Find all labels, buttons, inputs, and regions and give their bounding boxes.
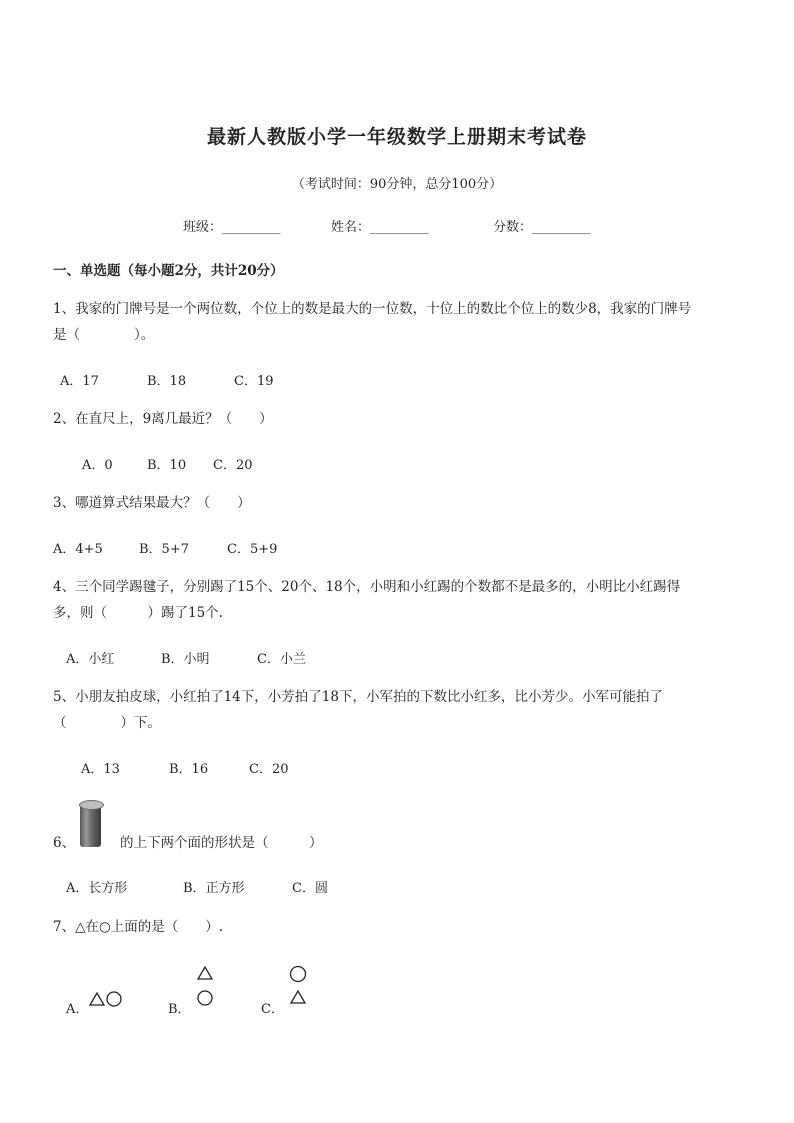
question-5-text: 5、小朋友拍皮球，小红拍了14下，小芳拍了18下，小军拍的下数比小红多，比小芳少。小军可能拍了	[53, 689, 663, 705]
page-title: 最新人教版小学一年级数学上册期末考试卷	[206, 126, 587, 148]
cylinder-cup-top	[79, 800, 104, 810]
q4-option-c: C．小兰	[257, 652, 306, 667]
question-6-number: 6、	[53, 835, 76, 851]
q2-option-b: B．10	[147, 458, 187, 473]
exam-subtitle: （考试时间：90分钟，总分100分）	[291, 177, 503, 192]
triangle-icon	[90, 993, 104, 1005]
question-7-text: 7、△在○上面的是（ ）.	[53, 919, 224, 935]
question-4-text-cont: 多，则（ ）踢了15个.	[53, 605, 223, 621]
q3-option-c: C．5+9	[227, 542, 278, 557]
question-1-text: 1、我家的门牌号是一个两位数，个位上的数是最大的一位数，十位上的数比个位上的数少8，我家的门牌号	[53, 301, 692, 317]
q6-option-a: A．长方形	[66, 881, 128, 896]
q5-option-a: A．13	[81, 762, 120, 777]
score-field: 分数：_________	[493, 220, 591, 235]
q3-option-a: A．4+5	[53, 542, 103, 557]
q1-option-c: C．19	[234, 374, 274, 389]
circle-icon	[107, 992, 121, 1006]
question-2-text: 2、在直尺上，9离几最近？（ ）	[53, 411, 273, 427]
q1-option-a: A．17	[60, 374, 99, 389]
name-field: 姓名：_________	[331, 220, 429, 235]
question-6-text: 的上下两个面的形状是（ ）	[120, 835, 323, 851]
q4-option-a: A．小红	[66, 652, 115, 667]
q7-option-a-figure	[89, 990, 123, 1008]
question-5-text-cont: （ ）下。	[53, 715, 161, 731]
q7-option-c-figure	[288, 965, 308, 1007]
circle-icon	[198, 991, 212, 1005]
q1-option-b: B．18	[147, 374, 187, 389]
section-title: 一、单选题（每小题2分，共计20分）	[53, 263, 284, 279]
triangle-icon	[291, 991, 305, 1003]
q7-option-c: C．	[261, 1002, 284, 1017]
question-1-text-cont: 是（ ）。	[53, 327, 155, 343]
question-3-text: 3、哪道算式结果最大？（ ）	[53, 495, 251, 511]
q3-option-b: B．5+7	[139, 542, 189, 557]
q4-option-b: B．小明	[161, 652, 210, 667]
q5-option-b: B．16	[169, 762, 209, 777]
q2-option-a: A．0	[82, 458, 113, 473]
triangle-icon	[198, 967, 212, 979]
q7-option-a: A．	[66, 1002, 89, 1017]
question-4-text: 4、三个同学踢毽子，分别踢了15个、20个、18个，小明和小红踢的个数都不是最多的，小明比小红踢得	[53, 579, 681, 595]
class-field: 班级：_________	[183, 220, 281, 235]
q5-option-c: C．20	[249, 762, 289, 777]
q2-option-c: C．20	[213, 458, 253, 473]
q6-option-b: B．正方形	[183, 881, 245, 896]
circle-icon	[291, 967, 306, 982]
q7-option-b-figure	[196, 965, 214, 1007]
q7-option-b: B．	[168, 1002, 191, 1017]
q6-option-c: C．圆	[292, 881, 328, 896]
